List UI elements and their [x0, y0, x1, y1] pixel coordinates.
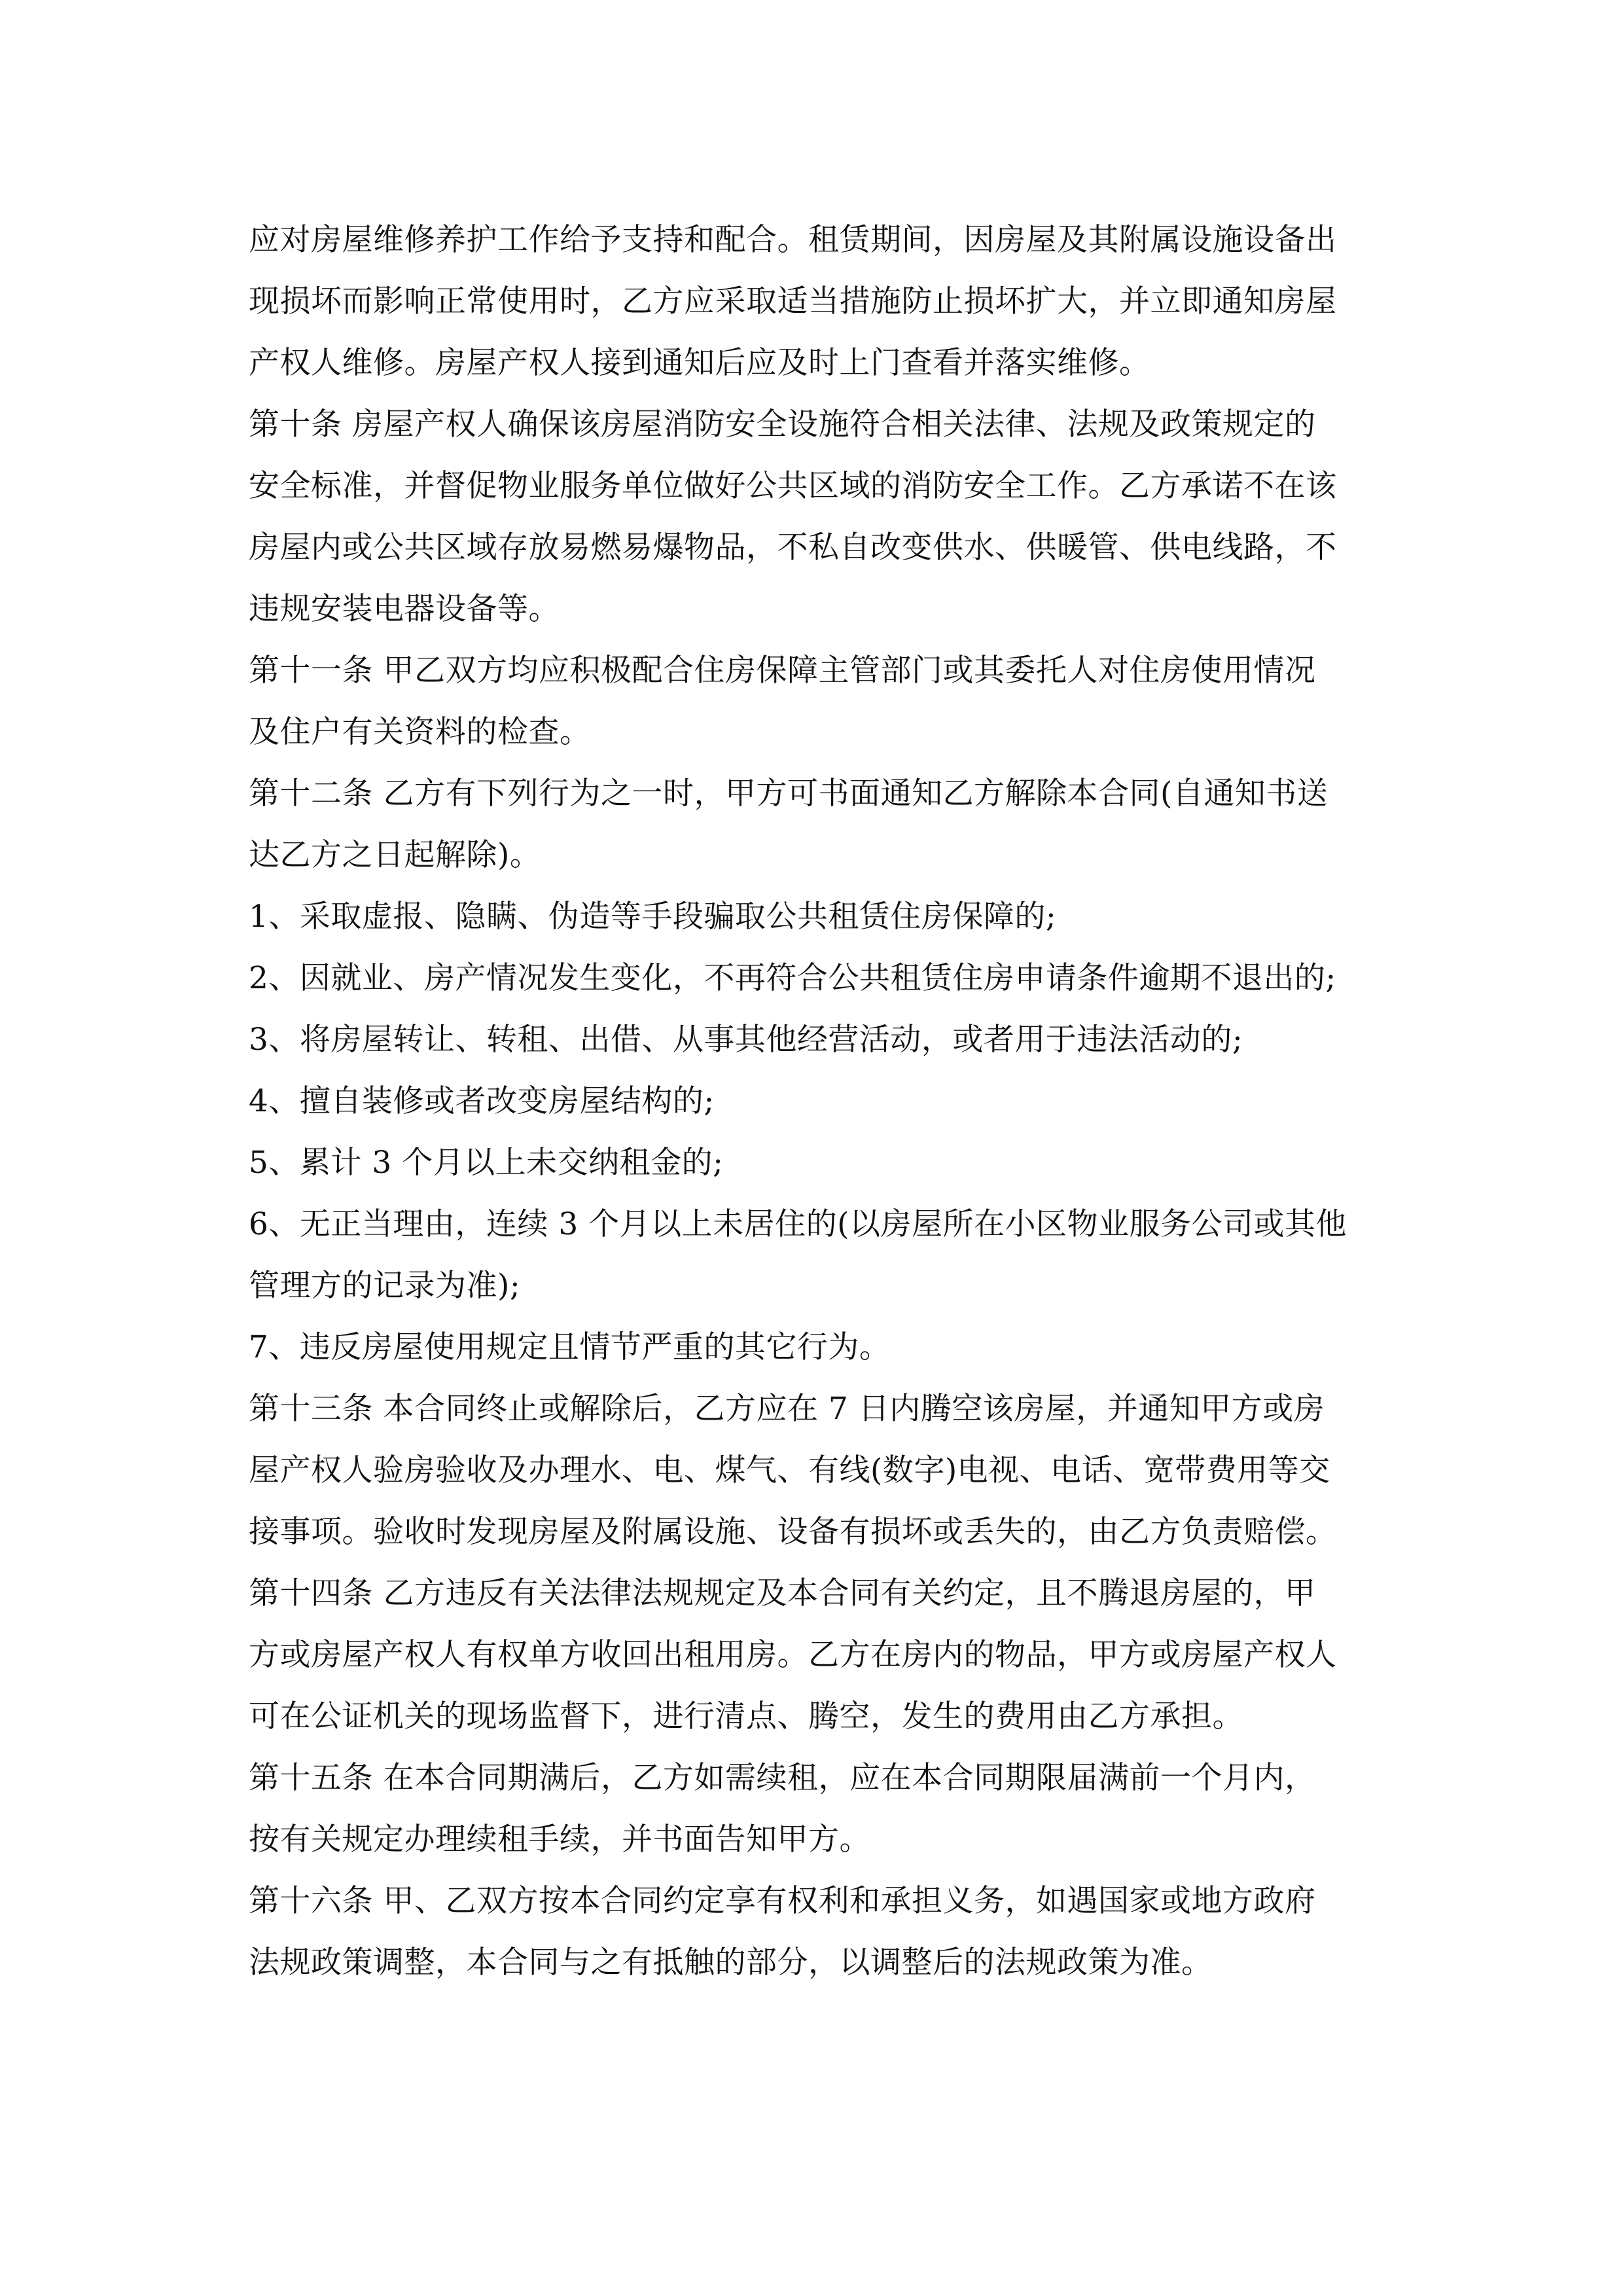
text-line: 按有关规定办理续租手续，并书面告知甲方。	[249, 1821, 870, 1857]
list-item-3: 3、将房屋转让、转租、出借、从事其他经营活动，或者用于违法活动的;	[249, 1022, 1243, 1058]
article-10-line: 第十条 房屋产权人确保该房屋消防安全设施符合相关法律、法规及政策规定的	[249, 406, 1316, 442]
list-item-4: 4、擅自装修或者改变房屋结构的;	[249, 1083, 715, 1119]
text-line: 法规政策调整，本合同与之有抵触的部分，以调整后的法规政策为准。	[249, 1945, 1213, 1981]
list-item-6: 6、无正当理由，连续 3 个月以上未居住的(以房屋所在小区物业服务公司或其他	[249, 1206, 1347, 1242]
list-item-1: 1、采取虚报、隐瞒、伪造等手段骗取公共租赁住房保障的;	[249, 899, 1057, 935]
text-line: 现损坏而影响正常使用时，乙方应采取适当措施防止损坏扩大，并立即通知房屋	[249, 283, 1337, 319]
list-item-5: 5、累计 3 个月以上未交纳租金的;	[249, 1145, 724, 1181]
article-13-line: 第十三条 本合同终止或解除后，乙方应在 7 日内腾空该房屋，并通知甲方或房	[249, 1391, 1325, 1427]
text-line: 房屋内或公共区域存放易燃易爆物品，不私自改变供水、供暖管、供电线路，不	[249, 529, 1337, 565]
text-line: 可在公证机关的现场监督下，进行清点、腾空，发生的费用由乙方承担。	[249, 1698, 1243, 1734]
text-line: 管理方的记录为准);	[249, 1268, 521, 1304]
article-16-line: 第十六条 甲、乙双方按本合同约定享有权利和承担义务，如遇国家或地方政府	[249, 1883, 1316, 1919]
article-11-line: 第十一条 甲乙双方均应积极配合住房保障主管部门或其委托人对住房使用情况	[249, 653, 1316, 689]
article-12-line: 第十二条 乙方有下列行为之一时，甲方可书面通知乙方解除本合同(自通知书送	[249, 776, 1329, 812]
text-line: 屋产权人验房验收及办理水、电、煤气、有线(数字)电视、电话、宽带费用等交	[249, 1452, 1330, 1488]
text-line: 应对房屋维修养护工作给予支持和配合。租赁期间，因房屋及其附属设施设备出	[249, 222, 1337, 258]
text-line: 方或房屋产权人有权单方收回出租用房。乙方在房内的物品，甲方或房屋产权人	[249, 1637, 1337, 1673]
text-line: 产权人维修。房屋产权人接到通知后应及时上门查看并落实维修。	[249, 345, 1150, 381]
text-line: 安全标准，并督促物业服务单位做好公共区域的消防安全工作。乙方承诺不在该	[249, 468, 1337, 504]
article-14-line: 第十四条 乙方违反有关法律法规规定及本合同有关约定，且不腾退房屋的，甲	[249, 1575, 1316, 1611]
text-line: 达乙方之日起解除)。	[249, 837, 541, 873]
article-15-line: 第十五条 在本合同期满后，乙方如需续租，应在本合同期限届满前一个月内，	[249, 1760, 1316, 1796]
list-item-2: 2、因就业、房产情况发生变化，不再符合公共租赁住房申请条件逾期不退出的;	[249, 960, 1336, 996]
contract-text-body	[249, 209, 1427, 1994]
text-line: 违规安装电器设备等。	[249, 591, 560, 627]
text-line: 接事项。验收时发现房屋及附属设施、设备有损坏或丢失的，由乙方负责赔偿。	[249, 1514, 1337, 1550]
list-item-7: 7、违反房屋使用规定且情节严重的其它行为。	[249, 1329, 891, 1365]
text-line: 及住户有关资料的检查。	[249, 714, 591, 750]
